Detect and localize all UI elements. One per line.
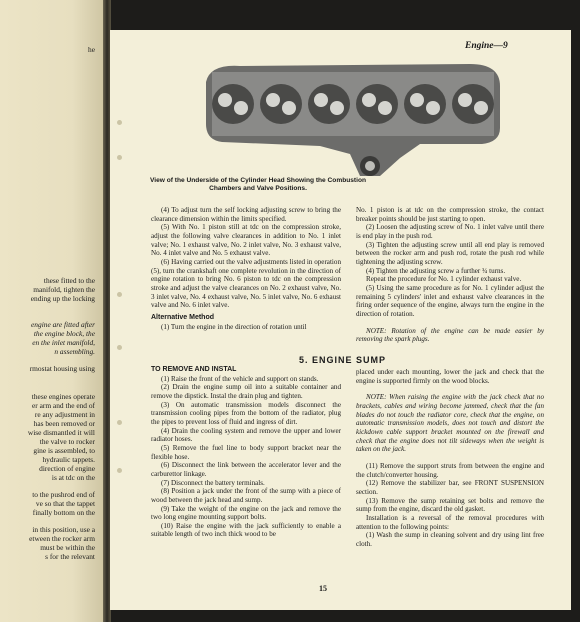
facing-page-line: direction of engine (39, 464, 95, 473)
combustion-chamber (356, 84, 398, 124)
facing-page-line: wise dismantled it will (27, 428, 95, 437)
valve (282, 101, 296, 115)
paragraph: (4) Tighten the adjusting screw a further ¾ turns. (366, 266, 506, 275)
facing-page-line: ve so that the tappet (35, 499, 95, 508)
paragraph: (13) Remove the sump retaining set bolts and remove the sump from the engine, discard the old gasket. (356, 496, 544, 514)
text-column-lower-left (151, 362, 341, 539)
binding-hole (117, 120, 122, 125)
facing-page-line: has been removed or (33, 419, 95, 428)
facing-page-line: n assembling. (54, 347, 95, 356)
section-heading: 5. ENGINE SUMP (299, 355, 387, 365)
binding-hole (117, 155, 122, 160)
paragraph: placed under each mounting, lower the jack and check that the engine is supported firmly on the wood blocks. (356, 368, 544, 385)
valve (426, 101, 440, 115)
facing-page-line: rmostat housing using (29, 364, 95, 373)
combustion-chamber (212, 84, 254, 124)
facing-page-line: to the pushrod end of (32, 490, 95, 499)
facing-page-line: er arm and the end of (32, 401, 95, 410)
facing-page-line: manifold, tighten the (33, 285, 95, 294)
valve (378, 101, 392, 115)
combustion-chamber (404, 84, 446, 124)
text-column-upper-left (151, 206, 341, 331)
paragraph: No. 1 piston is at tdc on the compression stroke, the contact breaker points should be just starting to open. (356, 206, 544, 223)
binding-hole (117, 345, 122, 350)
valve (474, 101, 488, 115)
subheading: Alternative Method (151, 313, 215, 321)
paragraph: (2) Loosen the adjusting screw of No. 1 inlet valve until there is end play in the push rod. (356, 223, 544, 240)
facing-page-line: he (88, 45, 95, 54)
valve (218, 93, 232, 107)
paragraph: (4) Drain the cooling system and remove the upper and lower radiator hoses. (151, 426, 341, 444)
facing-page-line: en the inlet manifold, (32, 338, 95, 347)
paragraph: (6) Having carried out the valve adjustments listed in operation (5), turn the crankshaft one complete revolution in the direction of engine rotation to bring No. 6 piston to tdc on the compression stroke and adjust the valve clearances on No. 2 exhaust valve, No. 3 inlet valve, No. 4 exhaust valve, No. 5 inlet valve, No. 6 exhaust valve and No. 6 inlet valve. (151, 257, 341, 310)
facing-page-line: is at tdc on the (51, 473, 95, 482)
binding-hole (117, 468, 122, 473)
facing-page (0, 0, 103, 622)
paragraph: (5) Remove the fuel line to body support bracket near the flexible hose. (151, 443, 341, 461)
paragraph: (9) Take the weight of the engine on the jack and remove the two long engine mounting support bolts. (151, 504, 341, 522)
paragraph: Installation is a reversal of the removal procedures with attention to the following points: (356, 513, 544, 531)
page-number: 15 (319, 584, 327, 593)
facing-page-line: re any adjustment in (34, 410, 95, 419)
paragraph: (4) To adjust turn the self locking adjusting screw to bring the clearance dimension within the limits specified. (151, 206, 341, 223)
paragraph: (1) Wash the sump in cleaning solvent and dry using lint free cloth. (356, 531, 544, 548)
paragraph: (3) Tighten the adjusting screw until all end play is removed between the rocker arm and push rod, rotate the push rod while tightening the adjusting screw. (356, 240, 544, 266)
paragraph: (1) Raise the front of the vehicle and support on stands. (161, 374, 319, 383)
valve (410, 93, 424, 107)
subheading: TO REMOVE AND INSTAL (151, 366, 237, 373)
combustion-chamber (260, 84, 302, 124)
facing-page-line: these engines operate (31, 392, 95, 401)
paragraph: (1) Turn the engine in the direction of rotation until (161, 322, 307, 331)
facing-page-line: must be within the (40, 543, 95, 552)
paragraph: (11) Remove the support struts from between the engine and the clutch/converter housing. (356, 461, 544, 479)
valve (266, 93, 280, 107)
paragraph: NOTE: When raising the engine with the jack check that no brackets, cables and wiring become jammed, check that the fan blades do not touch the radiator core, check that the engine, on automatic transmission models, does not touch and distort the kickdown cable support bracket mounted on the firewall and check that the engine does not tilt sideways when the weight is taken on the jack. (356, 393, 544, 454)
paragraph: (2) Drain the engine sump oil into a suitable container and remove the dipstick. Instal the drain plug and tighten. (151, 383, 341, 400)
facing-page-line: finally bottom on the (32, 508, 95, 517)
facing-page-line: engine are fitted after (31, 320, 95, 329)
text-column-upper-right (356, 206, 544, 344)
paragraph: (7) Disconnect the battery terminals. (161, 478, 265, 487)
facing-page-line: in this position, use a (32, 525, 95, 534)
facing-page-line: s for the relevant (45, 552, 95, 561)
paragraph: Repeat the procedure for No. 1 cylinder exhaust valve. (366, 275, 522, 284)
paragraph: NOTE: Rotation of the engine can be made easier by removing the spark plugs. (356, 326, 544, 344)
facing-page-line: these fitted to the (43, 276, 95, 285)
running-header: Engine—9 (465, 41, 508, 51)
facing-page-line: ending up the locking (30, 294, 95, 303)
facing-page-line: etween the rocker arm (29, 534, 95, 543)
combustion-chamber (452, 84, 494, 124)
facing-page-line: gine is assembled, to (33, 446, 95, 455)
text-column-lower-right (356, 368, 544, 548)
cylinder-head-photo (200, 58, 506, 183)
facing-page-line: the valve to rocker (39, 437, 95, 446)
paragraph: (6) Disconnect the link between the accelerator lever and the carburettor linkage. (151, 461, 341, 478)
paragraph: (5) Using the same procedure as for No. 1 cylinder adjust the remaining 5 cylinders' inlet and exhaust valve clearances in the firing order sequence of the engine, always turn the engine in the direction of rotation. (356, 283, 544, 318)
facing-page-line: hydraulic tappets. (42, 455, 95, 464)
paragraph: (5) With No. 1 piston still at tdc on the compression stroke, adjust the following valve clearances in addition to No. 1 inlet valve; No. 1 exhaust valve, No. 2 inlet valve, No. 3 exhaust valve, No. 4 inlet valve and No. 5 exhaust valve. (151, 223, 341, 258)
valve (330, 101, 344, 115)
combustion-chamber (308, 84, 350, 124)
binding-hole (117, 292, 122, 297)
valve (314, 93, 328, 107)
valve (458, 93, 472, 107)
paragraph: (8) Position a jack under the front of the sump with a piece of wood between the jack head and sump. (151, 487, 341, 504)
valve (362, 93, 376, 107)
facing-page-line: the engine block, the (33, 329, 95, 338)
figure-caption: View of the Underside of the Cylinder Head Showing the Combustion Chambers and Valve Positions. (149, 177, 367, 192)
valve (234, 101, 248, 115)
binding-hole (117, 420, 122, 425)
paragraph: (10) Raise the engine with the jack sufficiently to enable a suitable length of two inch thick wood to be (151, 521, 341, 539)
paragraph: (3) On automatic transmission models disconnect the transmission cooling pipes from the bottom of the radiator, plug the pipes to prevent loss of fluid and ingress of dirt. (151, 400, 341, 426)
paragraph: (12) Remove the stabilizer bar, see FRONT SUSPENSION section. (356, 479, 544, 496)
